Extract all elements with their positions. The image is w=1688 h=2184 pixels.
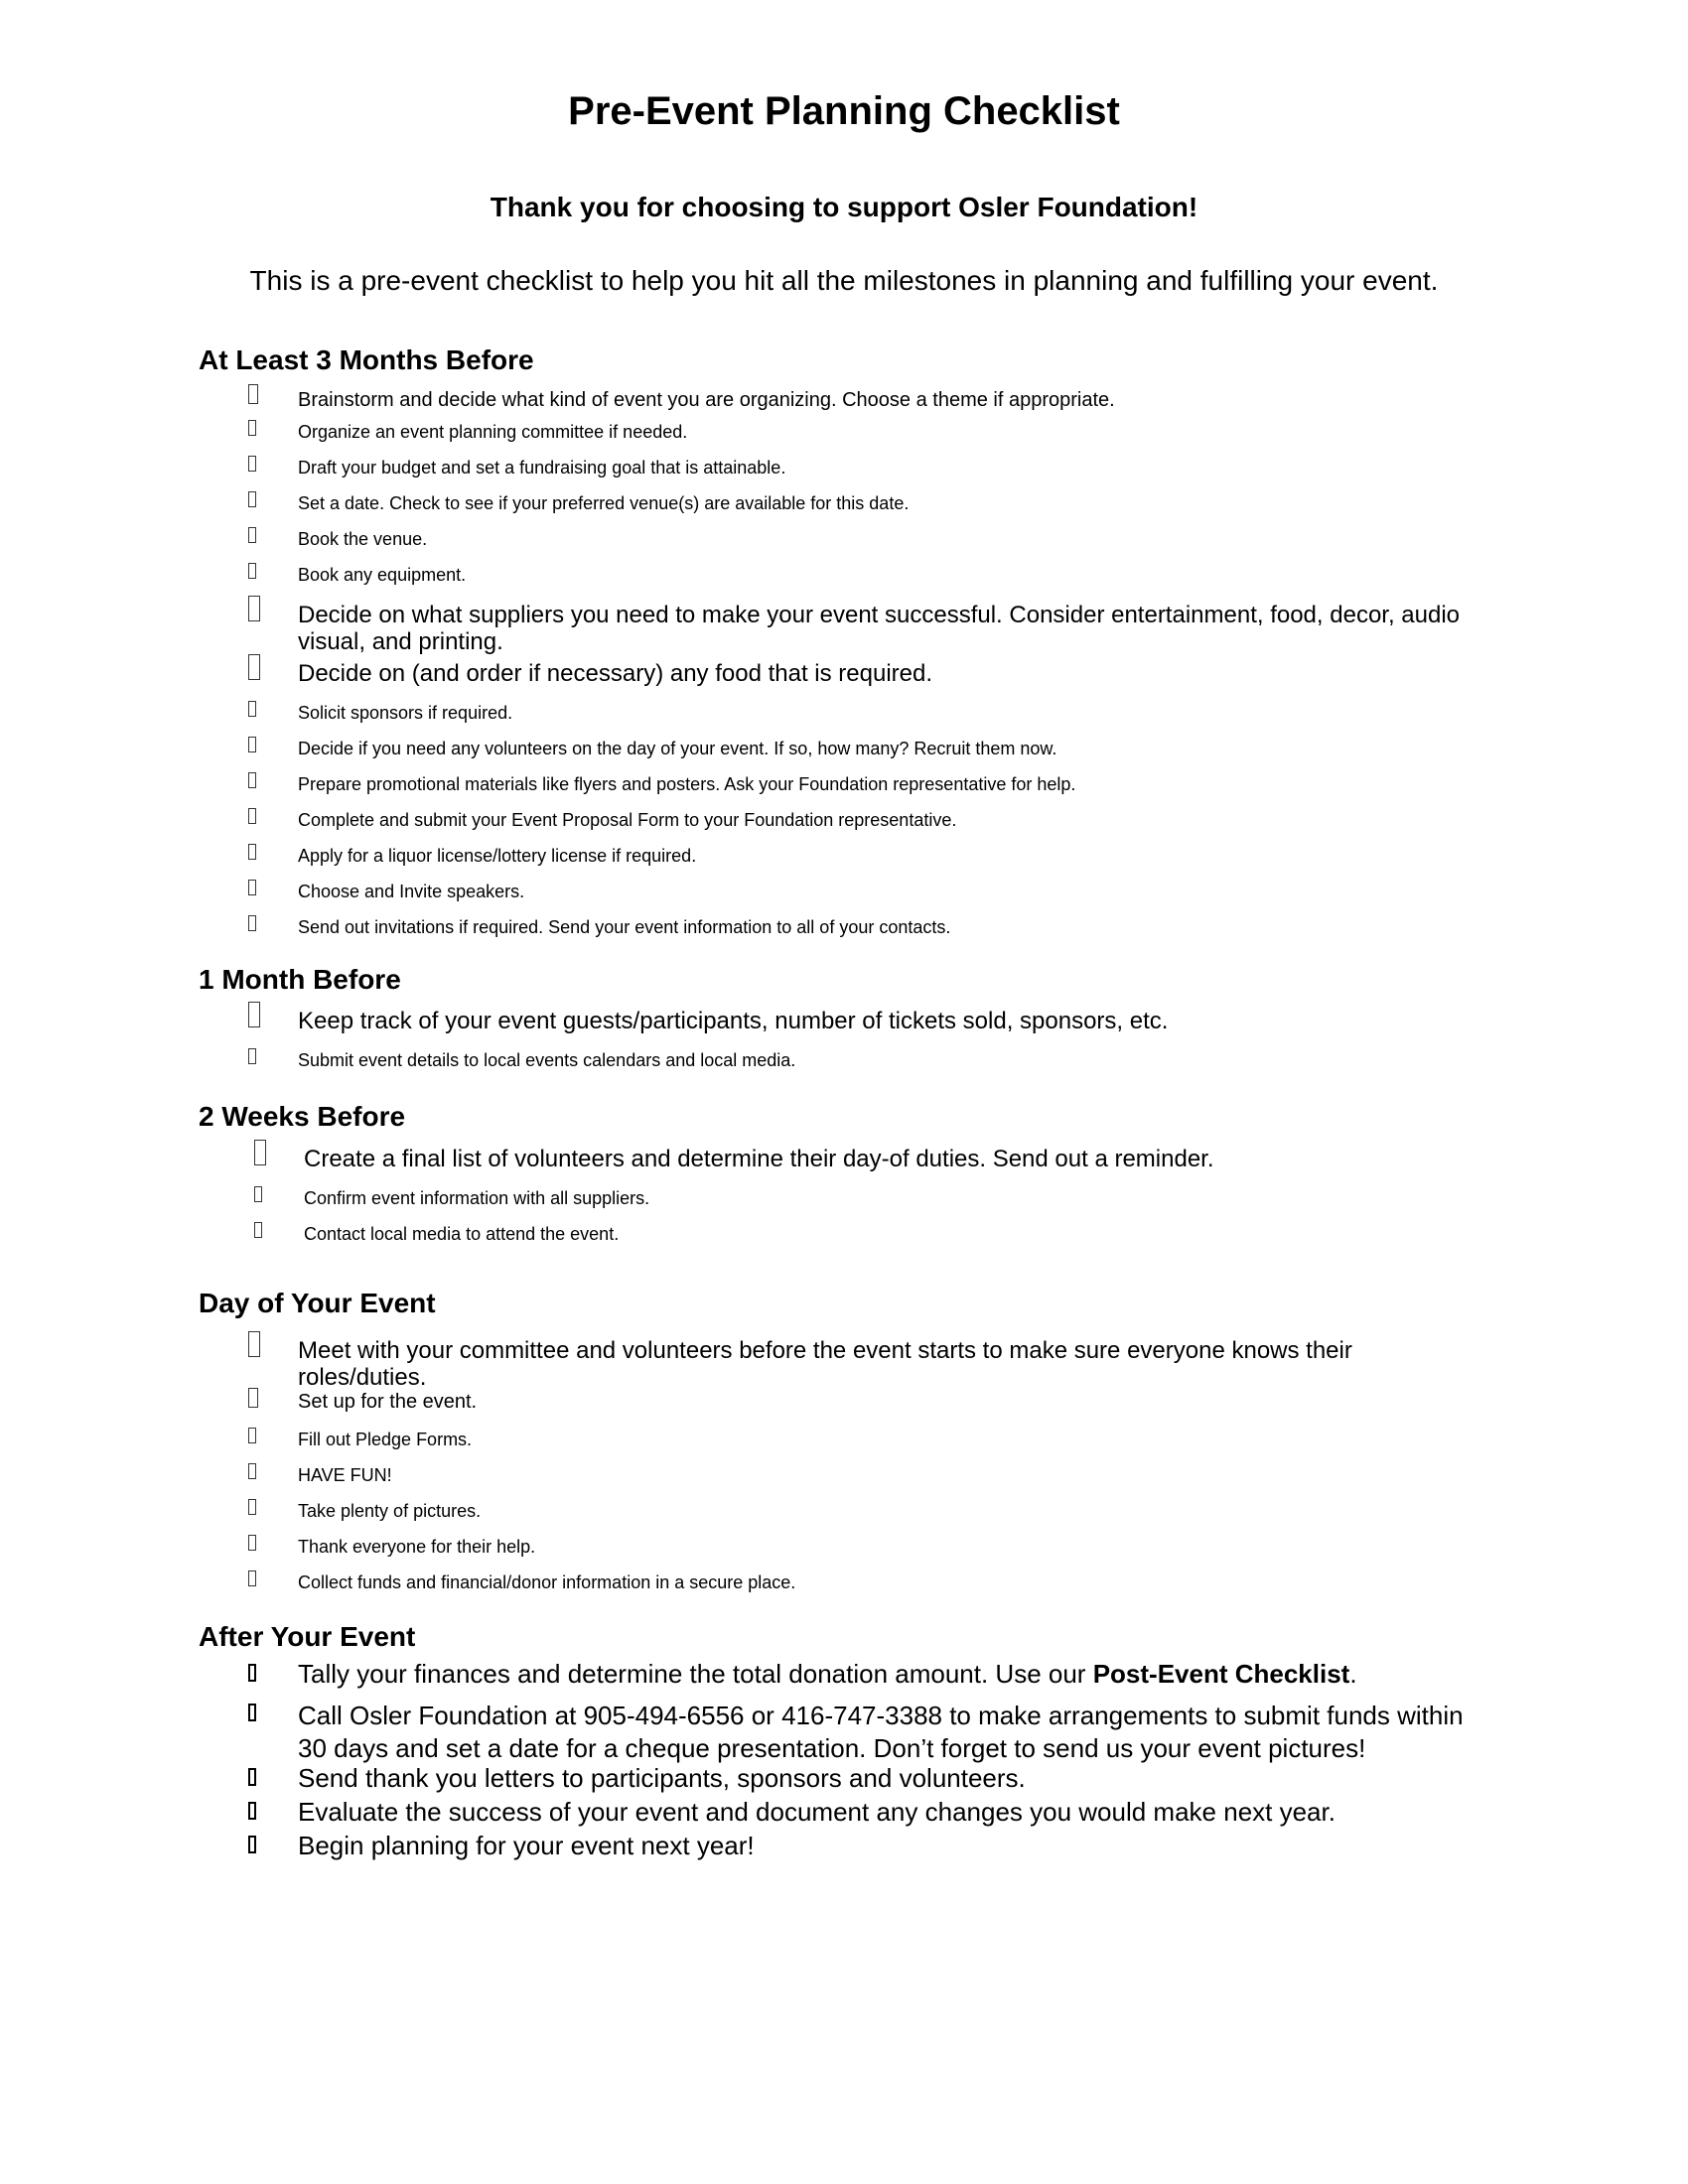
item-label: Send thank you letters to participants, sponsors and volunteers. [298,1763,1026,1793]
section-heading-2-weeks: 2 Weeks Before [199,1101,406,1132]
item-label: Keep track of your event guests/participants, number of tickets sold, sponsors, etc. [298,1008,1169,1034]
checkbox[interactable] [248,1048,256,1064]
checkbox[interactable] [248,772,256,788]
item-label: Decide on what suppliers you need to make your event successful. Consider entertainment, food, decor, audio visual, and printing. [298,602,1461,655]
checkbox[interactable] [248,491,256,507]
checkbox[interactable] [248,1428,256,1443]
item-text: Tally your finances and determine the total donation amount. Use our [298,1659,1093,1689]
item-label: Begin planning for your event next year! [298,1831,755,1860]
item-label: Draft your budget and set a fundraising goal that is attainable. [298,458,786,478]
item-label: Evaluate the success of your event and document any changes you would make next year. [298,1797,1336,1827]
item-label: Confirm event information with all suppliers. [304,1188,650,1208]
item-text: . [1349,1659,1357,1689]
item-label: Meet with your committee and volunteers before the event starts to make sure everyone knows their roles/duties. [298,1337,1352,1391]
checkbox[interactable] [248,384,258,404]
item-label: Send out invitations if required. Send your event information to all of your contacts. [298,917,951,937]
page-title: Pre-Event Planning Checklist [568,89,1120,133]
item-label: Decide on (and order if necessary) any food that is required. [298,660,933,687]
item-label: Set up for the event. [298,1391,478,1413]
item-label [298,1660,1470,1689]
checkbox[interactable] [248,1388,258,1408]
checkbox[interactable] [248,844,256,860]
checkbox[interactable] [248,915,256,931]
checkbox[interactable] [248,1664,256,1682]
checkbox[interactable] [248,1331,260,1357]
item-label: Call Osler Foundation at 905-494-6556 or 416-747-3388 to make arrangements to submit funds within 30 days and set a date for a cheque presentation. Don’t forget to send us your event pictures! [298,1701,1464,1763]
item-label: Choose and Invite speakers. [298,882,525,901]
checkbox[interactable] [248,563,256,579]
section-heading-1-month: 1 Month Before [199,964,401,995]
checkbox[interactable] [248,527,256,543]
checkbox[interactable] [248,1570,256,1586]
checkbox[interactable] [248,1836,256,1853]
item-label: Apply for a liquor license/lottery license if required. [298,846,697,866]
checkbox[interactable] [248,456,256,472]
item-label: Book any equipment. [298,565,467,585]
checkbox[interactable] [248,1802,256,1820]
checkbox[interactable] [254,1140,266,1165]
item-label: Solicit sponsors if required. [298,703,513,723]
item-label: Create a final list of volunteers and determine their day-of duties. Send out a reminder. [304,1146,1214,1172]
item-label: Submit event details to local events calendars and local media. [298,1050,796,1070]
item-label: Prepare promotional materials like flyers and posters. Ask your Foundation representative for help. [298,774,1076,794]
post-event-checklist-link[interactable]: Post-Event Checklist [1092,1659,1350,1689]
checkbox[interactable] [248,420,256,436]
checkbox[interactable] [254,1222,262,1238]
thanks-line: Thank you for choosing to support Osler Foundation! [490,192,1198,222]
checkbox[interactable] [248,701,256,717]
checkbox[interactable] [254,1186,262,1202]
item-label: Book the venue. [298,529,428,549]
section-heading-day-of: Day of Your Event [199,1288,436,1318]
checkbox[interactable] [248,1535,256,1551]
checkbox[interactable] [248,1463,256,1479]
section-heading-3-months: At Least 3 Months Before [199,344,534,375]
checkbox[interactable] [248,654,260,680]
checkbox[interactable] [248,1499,256,1515]
checkbox[interactable] [248,1704,256,1721]
checkbox[interactable] [248,737,256,752]
item-label: Set a date. Check to see if your preferred venue(s) are available for this date. [298,493,910,513]
item-label: Contact local media to attend the event. [304,1224,620,1244]
item-label: Take plenty of pictures. [298,1501,482,1521]
item-label: Complete and submit your Event Proposal Form to your Foundation representative. [298,810,957,830]
item-label: Thank everyone for their help. [298,1537,536,1557]
intro-paragraph: This is a pre-event checklist to help you hit all the milestones in planning and fulfilling your event. [249,265,1439,296]
section-heading-after: After Your Event [199,1621,416,1652]
item-label: Decide if you need any volunteers on the day of your event. If so, how many? Recruit them now. [298,739,1057,758]
item-label: Organize an event planning committee if needed. [298,422,688,442]
checkbox[interactable] [248,596,260,621]
item-label: Fill out Pledge Forms. [298,1430,473,1449]
item-label: HAVE FUN! [298,1465,392,1485]
checkbox[interactable] [248,808,256,824]
item-label: Collect funds and financial/donor information in a secure place. [298,1572,796,1592]
checkbox[interactable] [248,1768,256,1786]
checkbox[interactable] [248,1002,260,1027]
item-label: Brainstorm and decide what kind of event you are organizing. Choose a theme if appropriate. [298,389,1115,411]
checkbox[interactable] [248,880,256,895]
